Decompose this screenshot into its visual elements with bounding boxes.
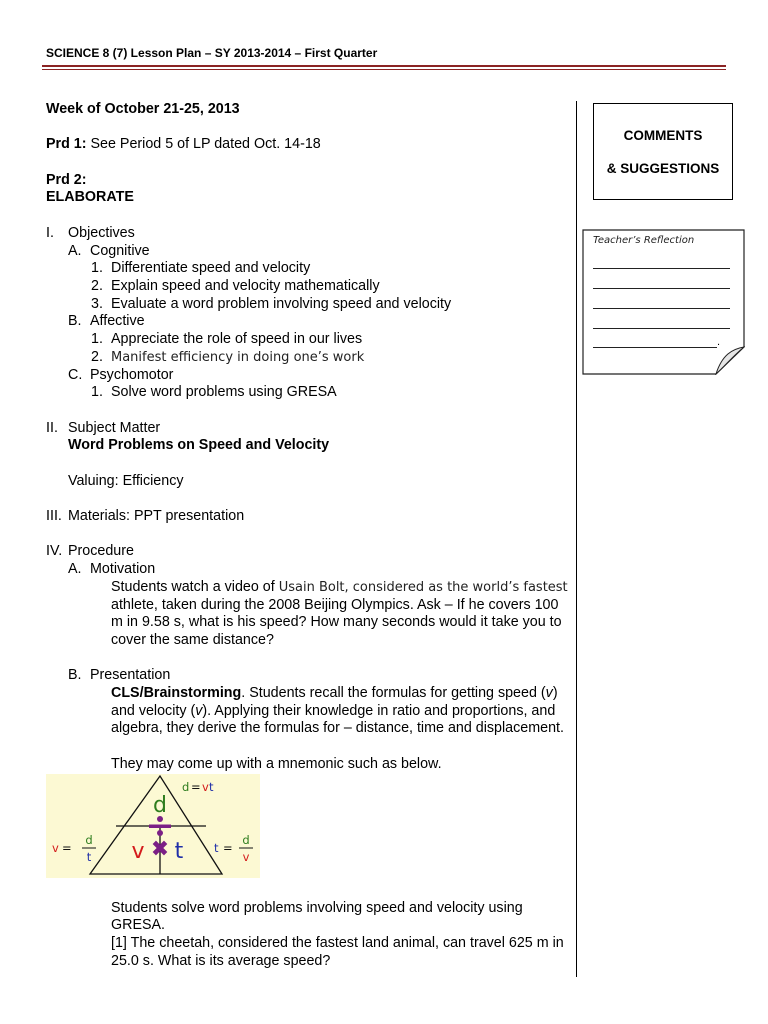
page-header-title: SCIENCE 8 (7) Lesson Plan – SY 2013-2014 – First Quarter (46, 46, 378, 60)
gresa-text: Students solve word problems involving speed and velocity using GRESA. [1] The cheetah, considered the fastest land animal, can travel 625 m in 25.0 s. What is its average speed? (46, 900, 572, 971)
affective-letter: B. (68, 313, 82, 330)
prd1-line (46, 136, 572, 154)
reflection-title: Teacher’s Reflection (593, 235, 695, 246)
phase-heading: ELABORATE (46, 189, 134, 206)
prd2-label: Prd 2: (46, 171, 87, 188)
objectives-num: I. (46, 224, 54, 241)
formula-t-equals-d-over-v (214, 833, 253, 864)
motivation-heading: A. Motivation (68, 561, 156, 578)
formula-d-equals-vt (182, 780, 214, 794)
cognitive-title: Cognitive (90, 242, 150, 259)
psychomotor-heading (46, 367, 572, 385)
svg-text:=: = (223, 840, 233, 855)
presentation-text: CLS/Brainstorming. Students recall the formulas for getting speed (v) and velocity (v). Applying their knowledge in ratio and proportions, and algebra, they derive the formulas for – distance, time and displacement. They may come up with a mnemonic such as below. (46, 685, 572, 774)
svg-text:d: d (85, 832, 93, 847)
objective-item: 2. Manifest efficiency in doing one’s work (91, 348, 365, 365)
header-rule-thick (42, 65, 726, 67)
svg-text:t: t (86, 849, 92, 864)
objective-item: 1. Appreciate the role of speed in our lives (91, 331, 363, 348)
presentation-heading: B. Presentation (68, 667, 171, 684)
svg-text:d: d (242, 832, 250, 847)
reflection-line (593, 308, 730, 309)
triangle-t: t (174, 838, 184, 864)
cognitive-letter: A. (68, 242, 82, 259)
comments-label: COMMENTS (623, 128, 703, 143)
svg-text:=: = (62, 840, 72, 855)
reflection-line (593, 288, 730, 289)
triangle-d: d (153, 792, 167, 818)
svg-text:t: t (209, 779, 214, 794)
header-rule-thin (42, 69, 726, 70)
prd1-label: Prd 1: (46, 136, 87, 153)
problem-1: [1] The cheetah, considered the fastest land animal, can travel 625 m in (111, 934, 564, 951)
reflection-line (593, 328, 730, 329)
svg-text:v: v (52, 840, 59, 855)
suggestions-label: & SUGGESTIONS (606, 161, 720, 176)
affective-heading (46, 313, 572, 331)
procedure-heading: IV. Procedure (46, 543, 134, 560)
dvt-triangle-diagram (46, 774, 260, 878)
objective-item: 3. Evaluate a word problem involving speed and velocity (91, 295, 452, 312)
comments-suggestions-box (593, 103, 733, 200)
affective-title: Affective (90, 313, 145, 330)
strategy-label: CLS/Brainstorming (111, 685, 242, 702)
objective-item: 2. Explain speed and velocity mathematically (91, 277, 380, 294)
triangle-v: v (131, 838, 145, 864)
mnemonic-intro: They may come up with a mnemonic such as below. (111, 755, 442, 772)
column-divider (576, 101, 577, 977)
svg-text:d: d (182, 779, 190, 794)
psychomotor-letter: C. (68, 366, 83, 383)
subject-topic: Word Problems on Speed and Velocity (68, 437, 330, 454)
reflection-end-mark: . (717, 336, 721, 348)
formula-v-equals-d-over-t (52, 833, 96, 864)
svg-text:t: t (214, 840, 219, 855)
week-heading: Week of October 21-25, 2013 (46, 101, 240, 117)
objective-item: 1. Differentiate speed and velocity (91, 260, 311, 277)
materials-line: III. Materials: PPT presentation (46, 508, 245, 525)
motivation-text: Students watch a video of Usain Bolt, considered as the world’s fastest athlete, taken during the 2008 Beijing Olympics. Ask – If he covers 100 m in 9.58 s, what is his speed? How many seconds would it take you to cover the same distance? (111, 578, 568, 648)
objectives-heading (46, 225, 572, 243)
psychomotor-title: Psychomotor (90, 366, 174, 383)
multiply-symbol-icon: ✖ (150, 836, 170, 862)
prd1-text: See Period 5 of LP dated Oct. 14-18 (86, 136, 321, 153)
reflection-line (593, 268, 730, 269)
dvt-triangle-svg (46, 774, 260, 878)
valuing-line: Valuing: Efficiency (68, 472, 184, 489)
reflection-line (593, 347, 717, 348)
objective-item: 1. Solve word problems using GRESA (91, 384, 337, 401)
cognitive-heading (46, 243, 572, 261)
svg-text:=: = (191, 779, 201, 794)
teacher-reflection-note (582, 229, 745, 375)
svg-text:v: v (242, 849, 250, 864)
svg-text:v: v (202, 779, 209, 794)
divide-symbol-icon (149, 816, 171, 836)
subject-heading: II. Subject Matter (46, 419, 161, 436)
lesson-plan-body (46, 101, 572, 970)
objectives-title: Objectives (68, 224, 135, 241)
